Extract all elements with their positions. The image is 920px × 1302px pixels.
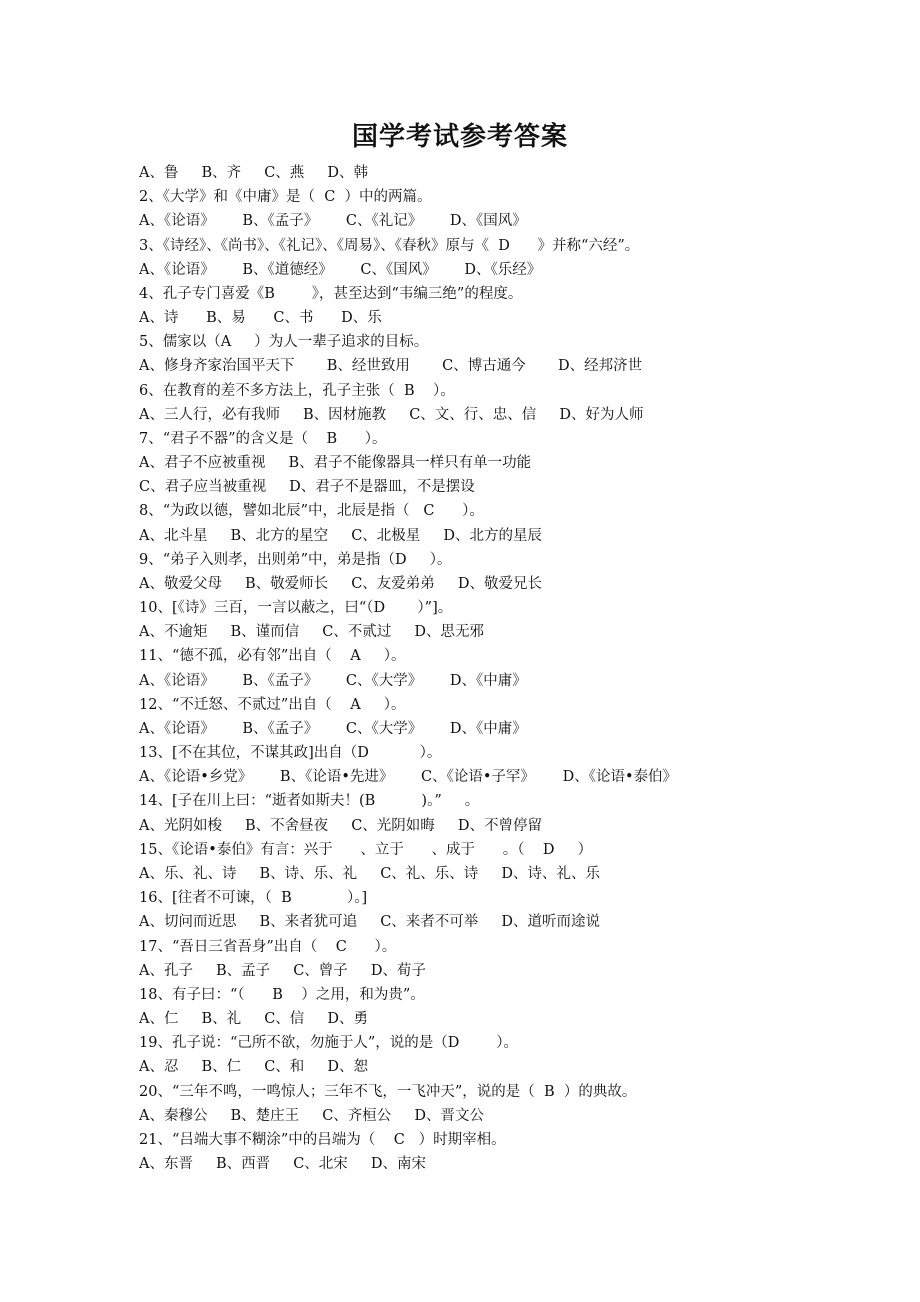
answer-options-line: A、《论语》 B、《道德经》 C、《国风》 D、《乐经》 bbox=[139, 261, 542, 278]
answer-options-line: A、《论语》 B、《孟子》 C、《大学》 D、《中庸》 bbox=[139, 720, 527, 737]
question-line: 17、“吾日三省吾身”出自（ C ）。 bbox=[139, 938, 397, 955]
answer-options-line: A、修身齐家治国平天下 B、经世致用 C、博古通今 D、经邦济世 bbox=[139, 358, 643, 375]
answer-options-line: A、孔子 B、孟子 C、曾子 D、荀子 bbox=[139, 962, 426, 979]
answer-options-line: A、不逾矩 B、谨而信 C、不贰过 D、思无邪 bbox=[139, 624, 484, 641]
question-list bbox=[139, 161, 899, 1176]
answer-options-line: A、鲁 B、齐 C、燕 D、韩 bbox=[139, 165, 368, 181]
answer-options-line: A、诗 B、易 C、书 D、乐 bbox=[139, 310, 382, 327]
question-line: 6、在教育的差不多方法上，孔子主张（ B ）。 bbox=[139, 382, 455, 399]
answer-options-line: A、东晋 B、西晋 C、北宋 D、南宋 bbox=[139, 1156, 426, 1173]
answer-options-line: A、《论语》 B、《孟子》 C、《礼记》 D、《国风》 bbox=[139, 213, 527, 230]
answer-options-line: A、仁 B、礼 C、信 D、勇 bbox=[139, 1011, 368, 1028]
question-line: 14、[子在川上曰：“逝者如斯夫！(B )。” 。 bbox=[139, 793, 480, 810]
answer-options-line: A、乐、礼、诗 B、诗、乐、礼 C、礼、乐、诗 D、诗、礼、乐 bbox=[139, 865, 600, 882]
question-line: 20、“三年不鸣，一鸣惊人；三年不飞，一飞冲天”，说的是（ B ）的典故。 bbox=[139, 1083, 637, 1100]
answer-options-line: A、三人行，必有我师 B、因材施教 C、文、行、忠、信 D、好为人师 bbox=[139, 406, 644, 423]
answer-options-line: A、《论语•乡党》 B、《论语•先进》 C、《论语•子罕》 D、《论语•泰伯》 bbox=[139, 769, 678, 786]
answer-options-line: A、君子不应被重视 B、君子不能像器具一样只有单一功能 bbox=[139, 455, 532, 472]
question-line: 7、“君子不器”的含义是（ B ）。 bbox=[139, 430, 387, 447]
question-line: 11、“德不孤，必有邻”出自（ A ）。 bbox=[139, 648, 406, 665]
answer-options-line: A、北斗星 B、北方的星空 C、北极星 D、北方的星辰 bbox=[139, 527, 542, 544]
answer-options-line: C、君子应当被重视 D、君子不是器皿，不是摆设 bbox=[139, 479, 475, 496]
question-line: 12、“不迁怒、不贰过”出自（ A ）。 bbox=[139, 696, 406, 713]
question-line: 5、儒家以（A ）为人一辈子追求的目标。 bbox=[139, 334, 429, 351]
question-line: 2、《大学》和《中庸》是（ C ）中的两篇。 bbox=[139, 189, 432, 206]
question-line: 21、“吕端大事不糊涂”中的吕端为（ C ）时期宰相。 bbox=[139, 1131, 506, 1148]
answer-options-line: A、敬爱父母 B、敬爱师长 C、友爱弟弟 D、敬爱兄长 bbox=[139, 575, 542, 592]
answer-options-line: A、秦穆公 B、楚庄王 C、齐桓公 D、晋文公 bbox=[139, 1107, 484, 1124]
question-line: 9、“弟子入则孝，出则弟”中，弟是指（D ）。 bbox=[139, 551, 452, 568]
question-line: 3、《诗经》、《尚书》、《礼记》、《周易》、《春秋》原与《 D 》并称“六经”。 bbox=[139, 237, 640, 254]
answer-options-line: A、忍 B、仁 C、和 D、恕 bbox=[139, 1059, 368, 1076]
page-title: 国学考试参考答案 bbox=[351, 122, 568, 152]
question-line: 18、有子曰：“（ B ）之用，和为贵”。 bbox=[139, 986, 425, 1003]
answer-options-line: A、切问而近思 B、来者犹可追 C、来者不可举 D、道听而途说 bbox=[139, 914, 600, 931]
question-line: 16、[往者不可谏，（ B ）。] bbox=[139, 890, 368, 907]
question-line: 4、孔子专门喜爱《B 》，甚至达到“韦编三绝”的程度。 bbox=[139, 285, 523, 302]
question-line: 13、[不在其位，不谋其政]出自（D ）。 bbox=[139, 745, 442, 762]
answer-options-line: A、《论语》 B、《孟子》 C、《大学》 D、《中庸》 bbox=[139, 672, 527, 689]
question-line: 19、孔子说：“己所不欲，勿施于人”，说的是（D ）。 bbox=[139, 1035, 519, 1052]
answer-options-line: A、光阴如梭 B、不舍昼夜 C、光阴如晦 D、不曾停留 bbox=[139, 817, 542, 834]
question-line: 15、《论语•泰伯》有言：兴于 、立于 、成于 。（ D ） bbox=[139, 841, 593, 858]
question-line: 10、[《诗》三百，一言以蔽之，曰“（D ）”]。 bbox=[139, 600, 453, 617]
question-line: 8、“为政以德，譬如北辰”中，北辰是指（ C ）。 bbox=[139, 503, 484, 520]
